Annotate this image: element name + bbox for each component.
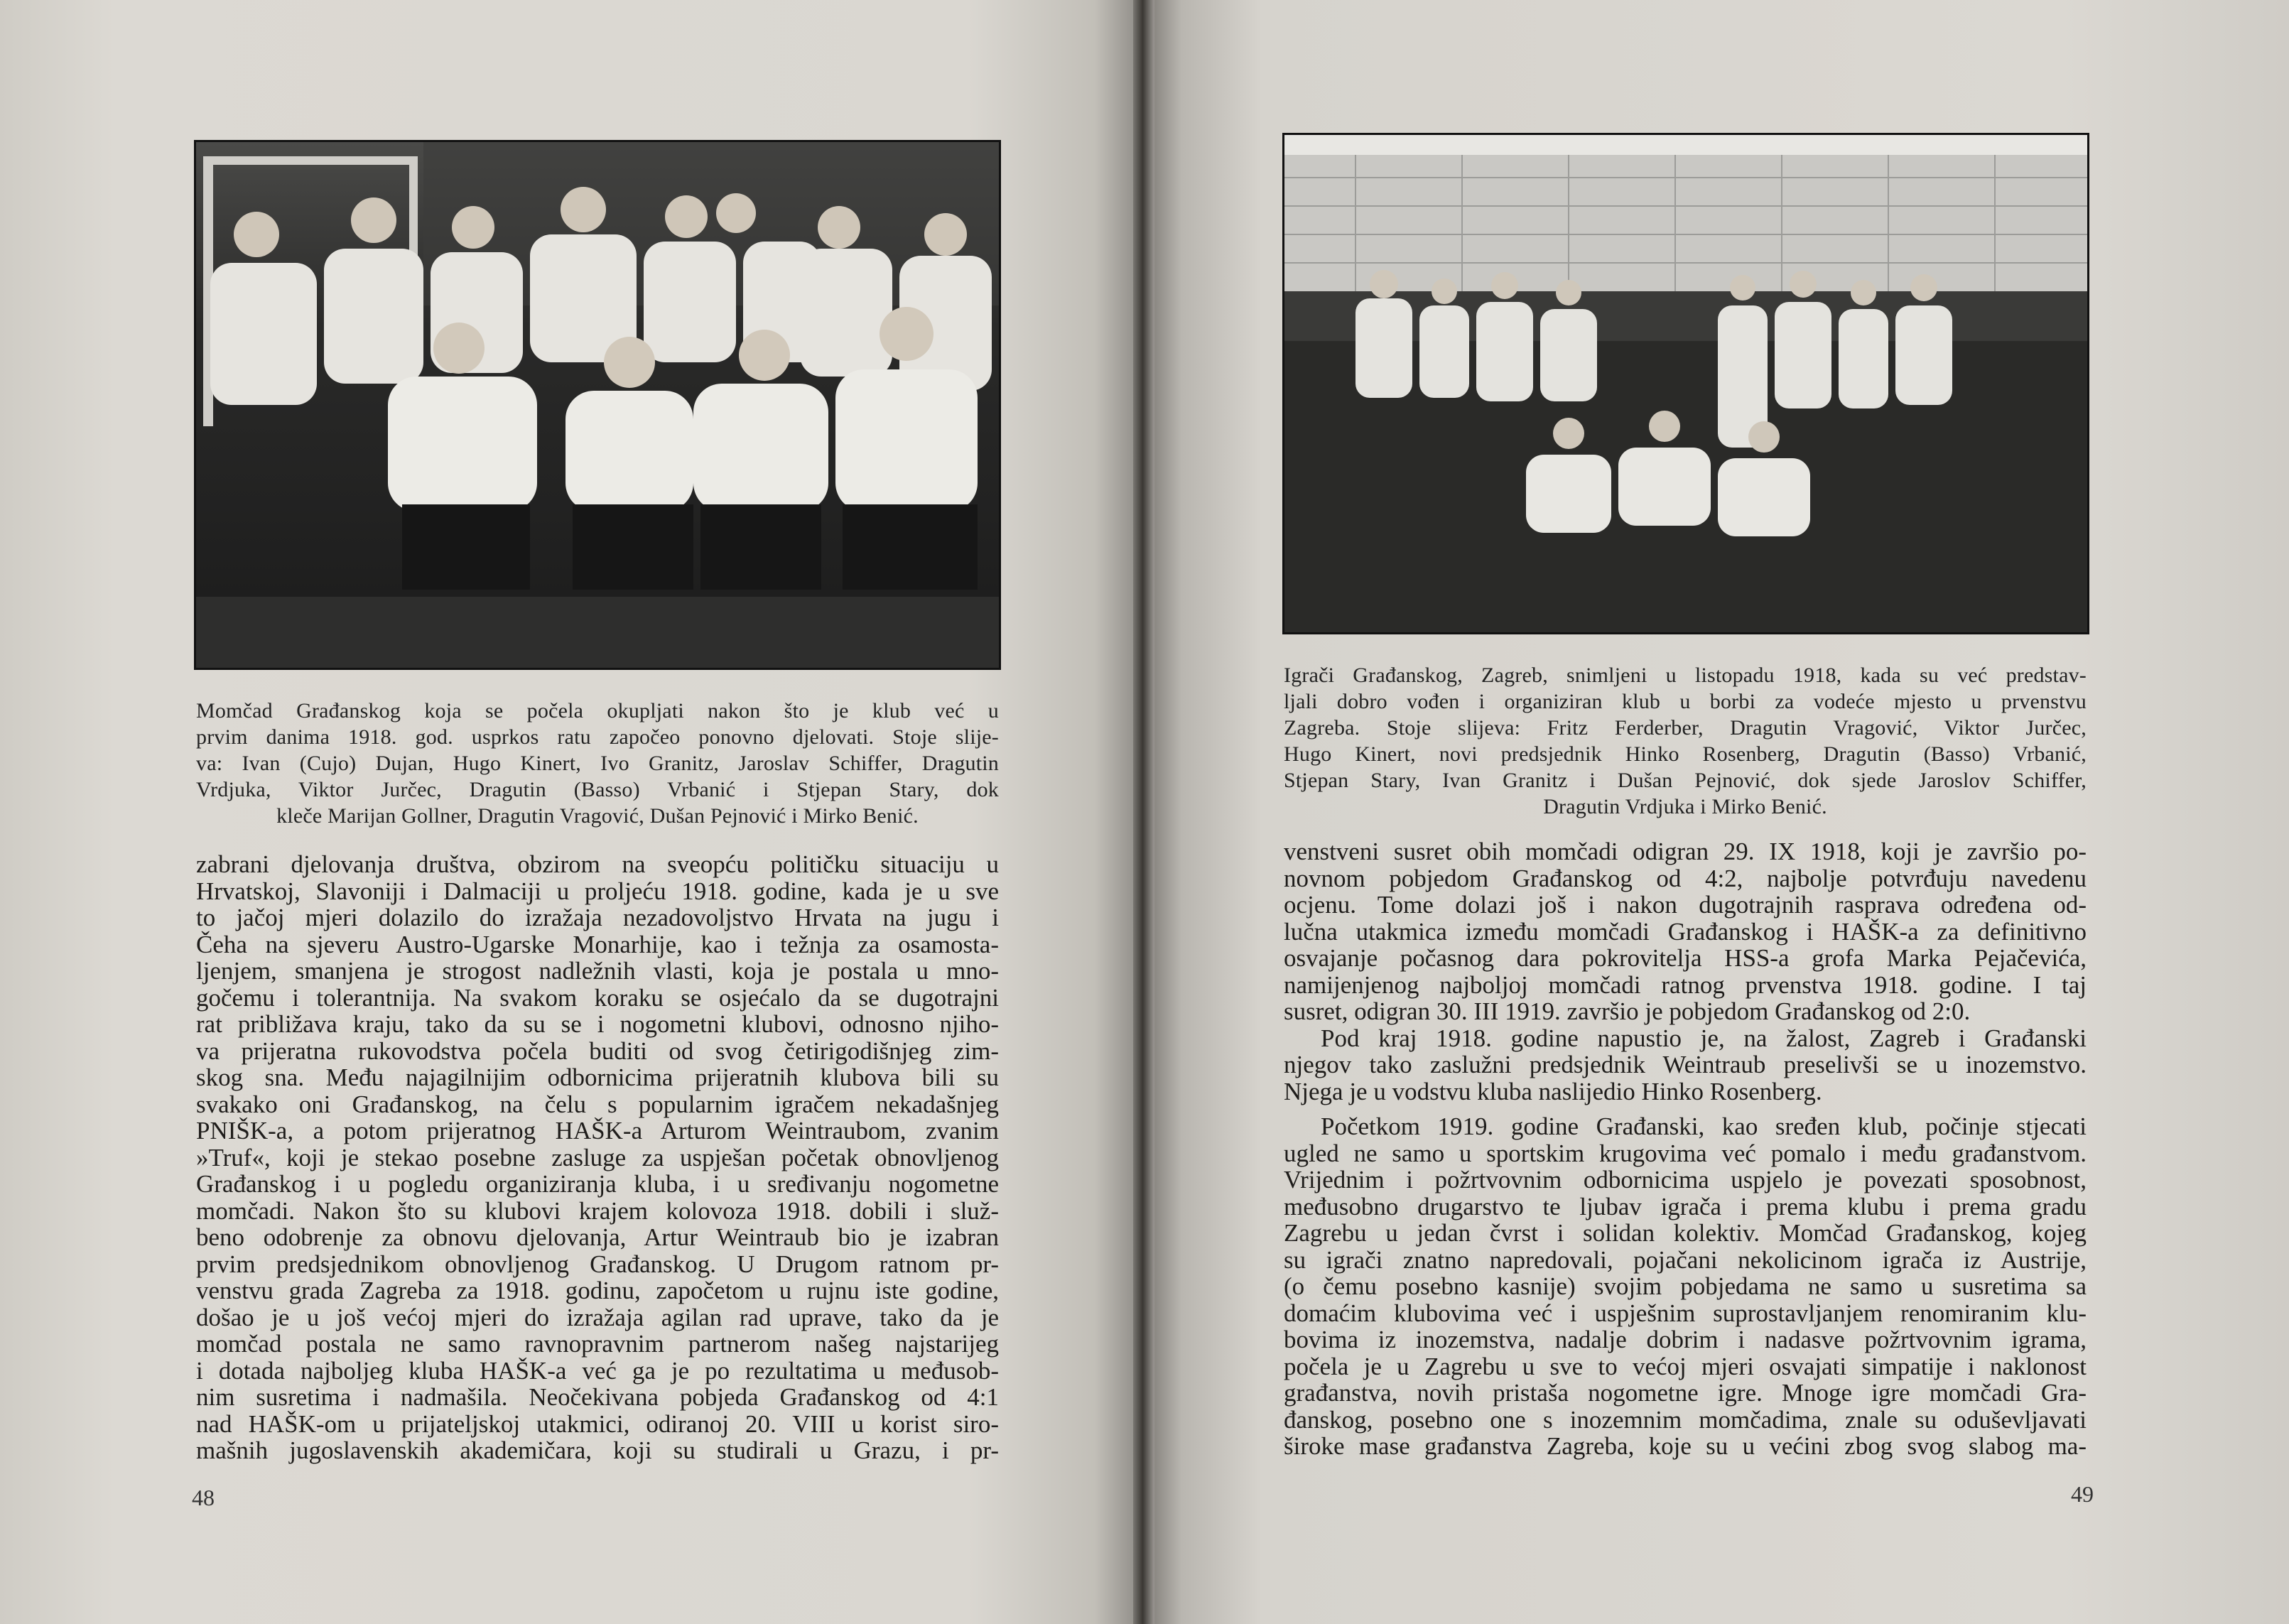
body-line: domaćim klubovima već i uspješnim suprostavljanjem renomiranim klu- [1284,1299,2087,1327]
body-line: rat približava kraju, tako da su se i nogometni klubovi, odnosno njiho- [196,1010,999,1038]
body-line: međusobno drugarstvo te ljubav igrača i prema klubu i prema gradu [1284,1192,2087,1220]
caption-line: Dragutin Vrdjuka i Mirko Benić. [1543,795,1827,818]
book-gutter [1133,0,1154,1624]
caption-line: Vrdjuka, Viktor Jurčec, Dragutin (Basso) Vrbanić i Stjepan Stary, dok [196,778,999,801]
body-line: Početkom 1919. godine Građanski, kao sređen klub, počinje stjecati [1321,1113,2087,1140]
body-line: lučna utakmica između momčadi Građanskog i HAŠK-a za definitivno [1284,917,2087,946]
caption-line: Igrači Građanskog, Zagreb, snimljeni u listopadu 1918, kada su već predstav- [1284,664,2087,687]
team-photo-right-image [1284,135,2087,632]
page-number-left: 48 [192,1485,215,1510]
body-line: Čeha na sjeveru Austro-Ugarske Monarhije, kao i težnja za osamosta- [196,930,999,958]
body-line: Zagrebu u jedan čvrst i solidan kolektiv. Momčad Građanskog, kojeg [1284,1219,2087,1247]
body-line: to jačoj mjeri dolazilo do izražaja nezadovoljstvo Hrvata na jugu i [196,904,999,931]
left-body-text [196,851,999,1464]
body-line: (o čemu posebno kasnije) svojim pobjedama ne samo u susretima sa [1284,1272,2087,1300]
team-photo-left [194,140,1001,670]
page-number-right: 49 [2071,1481,2094,1507]
right-body-text [1284,838,2087,1460]
body-line: građanstva, novih pristaša nogometne igre. Mnoge igre momčadi Gra- [1284,1379,2087,1407]
right-photo-caption [1284,662,2087,820]
body-line: zabrani djelovanja društva, obzirom na sveopću političku situaciju u [196,850,999,878]
body-line: susret, odigran 30. III 1919. završio je pobjedom Građanskog od 2:0. [1284,997,1971,1025]
body-line: došao je u još većoj mjeri do izražaja agilan rad uprave, tako da je [196,1303,999,1331]
body-line: prvim predsjednikom obnovljenog Građanskog. U Drugom ratnom pr- [196,1250,999,1278]
team-photo-left-image [196,142,999,668]
body-line: venstvu grada Zagreba za 1918. godinu, započetom u rujnu iste godine, [196,1277,999,1304]
body-line: PNIŠK-a, a potom prijeratnog HAŠK-a Arturom Weintraubom, zvanim [196,1117,999,1144]
body-line: Hrvatskoj, Slavoniji i Dalmaciji u proljeću 1918. godine, kada je u sve [196,877,999,905]
body-line: skog sna. Među najagilnijim odbornicima prijeratnih klubova bili su [196,1063,999,1091]
body-line: nim susretima i nadmašila. Neočekivana pobjeda Građanskog od 4:1 [196,1383,999,1411]
body-line: ljenjem, smanjena je strogost nadležnih vlasti, koja je postala u mno- [196,957,999,985]
caption-line: prvim danima 1918. god. usprkos ratu započeo ponovno djelovati. Stoje slije- [196,725,999,749]
body-line: đanskog, posebno one s inozemnim momčadima, znale su oduševljavati [1284,1405,2087,1434]
body-line: Građanskog i u pogledu organiziranja kluba, i u sređivanju nogometne [196,1170,999,1198]
body-line: Pod kraj 1918. godine napustio je, na žalost, Zagreb i Građanski [1321,1024,2087,1052]
left-photo-caption [196,698,999,829]
body-line: ocjenu. Tome dolazi još i nakon dugotrajnih rasprava određena od- [1284,891,2087,919]
team-photo-right [1282,133,2089,634]
body-line: »Truf«, koji je stekao posebne zasluge za uspješan početak obnovljenog [196,1143,999,1171]
caption-line: ljali dobro vođen i organiziran klub u borbi za vodeće mjesto u prvenstvu [1284,690,2087,713]
body-line: svakako oni Građanskog, na čelu s popularnim igračem nekadašnjeg [196,1090,999,1118]
body-line: bovima iz inozemstva, nadalje dobrim i nadasve požrtvovnim igrama, [1284,1326,2087,1353]
caption-line: va: Ivan (Cujo) Dujan, Hugo Kinert, Ivo Granitz, Jaroslav Schiffer, Dragutin [196,752,999,775]
body-line: gočemu i tolerantnija. Na svakom koraku se osjećalo da se dugotrajni [196,983,999,1012]
body-line: mašnih jugoslavenskih akademičara, koji su studirali u Grazu, i pr- [196,1436,999,1464]
body-line: Njega je u vodstvu kluba naslijedio Hinko Rosenberg. [1284,1077,1822,1105]
caption-line: kleče Marijan Gollner, Dragutin Vragović, Dušan Pejnović i Mirko Benić. [276,804,919,828]
body-line: njegov tako zaslužni predsjednik Weintraub preselivši se u inozemstvo. [1284,1051,2087,1078]
left-page [0,0,1140,1624]
body-line: beno odobrenje za obnovu djelovanja, Artur Weintraub bio je izabran [196,1223,999,1251]
body-line: Vrijednim i požrtvovnim odbornicima uspjelo je povezati sposobnost, [1284,1166,2087,1193]
body-line: i dotada najboljeg kluba HAŠK-a već ga je po rezultatima u međusob- [196,1356,999,1385]
body-line: venstveni susret obih momčadi odigran 29. IX 1918, koji je završio po- [1284,838,2087,865]
caption-line: Hugo Kinert, novi predsjednik Hinko Rosenberg, Dragutin (Basso) Vrbanić, [1284,742,2087,766]
body-line: su igrači znatno napredovali, pojačani nekolicinom igrača iz Austrije, [1284,1245,2087,1274]
body-line: momčad postala ne samo ravnopravnim partnerom našeg najstarijeg [196,1330,999,1358]
body-line: namijenjenog najboljoj momčadi ratnog prvenstva 1918. godine. I taj [1284,970,2087,999]
body-line: novnom pobjedom Građanskog od 4:2, najbolje potvrđuju navedenu [1284,864,2087,892]
right-page [1147,0,2289,1624]
body-line: osvajanje počasnog dara pokroviteljа HSS-a grofa Marka Pejačevića, [1284,944,2087,972]
caption-line: Zagreba. Stoje slijeva: Fritz Ferderber, Dragutin Vragović, Viktor Jurčec, [1284,716,2087,740]
body-line: momčadi. Nakon što su klubovi krajem kolovoza 1918. dobili i služ- [196,1196,999,1225]
body-line: ugled ne samo u sportskim krugovima već pomalo i među građanstvom. [1284,1139,2087,1167]
body-line: va prijeratna rukovodstva počela buditi od svog četirigodišnjeg zim- [196,1036,999,1065]
body-line: nad HAŠK-om u prijateljskoj utakmici, odiranoj 20. VIII u korist siro- [196,1409,999,1438]
body-line: široke mase građanstva Zagreba, koje su u većini zbog svog slabog ma- [1284,1432,2087,1460]
body-line: počela je u Zagrebu u sve to većoj mjeri osvajati simpatije i naklonost [1284,1352,2087,1380]
caption-line: Momčad Građanskog koja se počela okupljati nakon što je klub već u [196,699,999,722]
caption-line: Stjepan Stary, Ivan Granitz i Dušan Pejnović, dok sjede Jaroslov Schiffer, [1284,769,2087,792]
